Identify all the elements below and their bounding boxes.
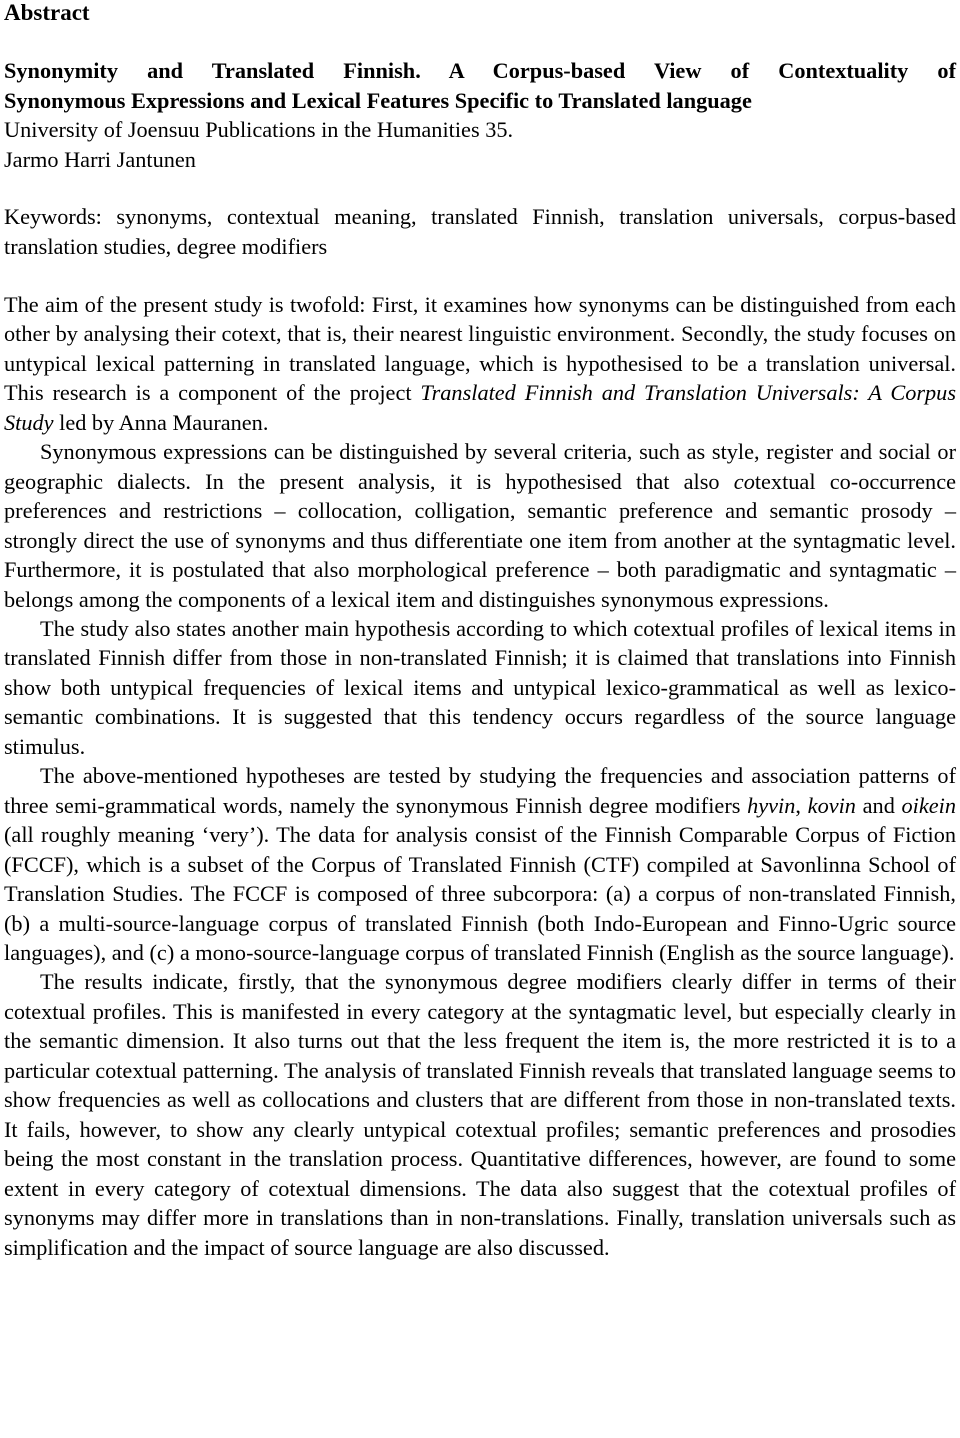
paragraph-text: The above-mentioned hypotheses are tested by studying the frequencies and association patterns of three semi-grammatical words, namely the synonymous Finnish degree modifiers: [4, 763, 956, 818]
term-kovin: kovin: [807, 792, 856, 818]
paragraph-2: [4, 437, 956, 614]
abstract-body: [4, 290, 956, 1262]
paragraph-4: [4, 761, 956, 967]
author-name: Jarmo Harri Jantunen: [4, 146, 196, 172]
paragraph-text: The aim of the present study is twofold: First, it examines how synonyms can be distinguished from each other by analysing their cotext, that is, their nearest linguistic environment. Secondly, the study focuses on untypical lexical patterning in translated language, which is hypothesised to be a translation universal. This research is a component of the project: [4, 292, 956, 406]
abstract-heading: Abstract: [4, 0, 90, 25]
separator: and: [855, 792, 902, 818]
title-line-1: Synonymity and Translated Finnish. A Corpus-based View of Contextuality of: [4, 58, 956, 83]
paragraph-1: [4, 290, 956, 437]
emphasis-co: co: [733, 468, 755, 494]
separator: ,: [795, 792, 808, 818]
paragraph-text: textual co-occurrence preferences and restrictions – collocation, colligation, semantic preference and semantic prosody – strongly direct the use of synonyms and thus differentiate one item from another at the syntagmatic level. Furthermore, it is postulated that also morphological preference – both paradigmatic and syntagmatic – belongs among the components of a lexical item and distinguishes synonymous expressions.: [4, 468, 956, 612]
paragraph-text: led by Anna Mauranen.: [53, 409, 269, 435]
publication-series: University of Joensuu Publications in the Humanities 35.: [4, 117, 514, 143]
paragraph-5: The results indicate, firstly, that the synonymous degree modifiers clearly differ in terms of their cotextual profiles. This is manifested in every category at the syntagmatic level, but especially clearly in the semantic dimension. It also turns out that the less frequent the item is, the more restricted it is to a particular cotextual patterning. The analysis of translated Finnish reveals that translated language seems to show frequencies as well as collocations and clusters that are different from those in non-translated texts. It fails, however, to show any clearly untypical cotextual profiles; semantic preferences and prosodies being the most constant in the translation process. Quantitative differences, however, are found to some extent in every category of cotextual dimensions. The data also suggest that the cotextual profiles of synonyms may differ more in translations than in non-translations. Finally, translation universals such as simplification and the impact of source language are also discussed.: [4, 969, 956, 1260]
paragraph-text: (all roughly meaning ‘very’). The data for analysis consist of the Finnish Comparable Corpus of Fiction (FCCF), which is a subset of the Corpus of Translated Finnish (CTF) compiled at Savonlinna School of Translation Studies. The FCCF is composed of three subcorpora: (a) a corpus of non-translated Finnish, (b) a multi-source-language corpus of translated Finnish (both Indo-European and Finno-Ugric source languages), and (c) a mono-source-language corpus of translated Finnish (English as the source language).: [4, 822, 956, 965]
keywords: Keywords: synonyms, contextual meaning, translated Finnish, translation universals, corpus-based translation studies, degree modifiers: [4, 204, 956, 259]
bibliographic-block: [4, 56, 956, 174]
term-oikein: oikein: [901, 792, 957, 818]
paragraph-text: Synonymous expressions can be distinguished by several criteria, such as style, register and social or geographic dialects. In the present analysis, it is hypothesised that also: [4, 439, 956, 494]
project-title: Translated Finnish and Translation Universals: A Corpus Study: [4, 380, 956, 435]
title-line-2: Synonymous Expressions and Lexical Features Specific to Translated language: [4, 87, 752, 113]
paragraph-3: The study also states another main hypothesis according to which cotextual profiles of lexical items in translated Finnish differ from those in non-translated Finnish; it is claimed that translations into Finnish show both untypical frequencies of lexical items and untypical lexico-grammatical as well as lexico-semantic combinations. It is suggested that this tendency occurs regardless of the source language stimulus.: [4, 615, 956, 759]
term-hyvin: hyvin: [747, 792, 796, 818]
